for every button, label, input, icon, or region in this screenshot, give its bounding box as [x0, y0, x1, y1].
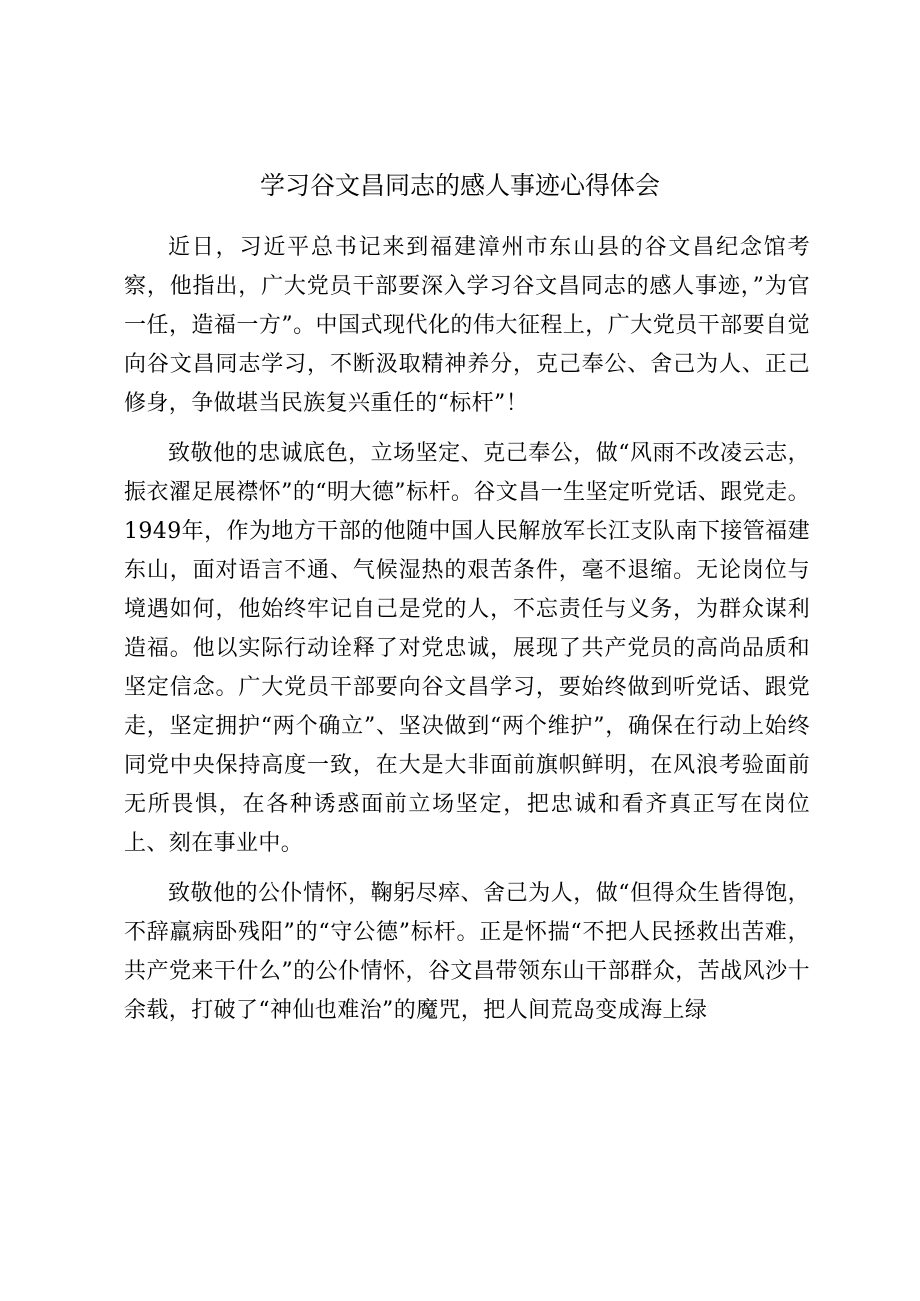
- document-body: [124, 228, 810, 1041]
- paragraph-intro: 近日，习近平总书记来到福建漳州市东山县的谷文昌纪念馆考察，他指出，广大党员干部要深入学习谷文昌同志的感人事迹，”为官一任，造福一方”。中国式现代化的伟大征程上，广大党员干部要自觉向谷文昌同志学习，不断汲取精神养分，克己奉公、舍己为人、正己修身，争做堪当民族复兴重任的“标杆”！: [124, 235, 810, 416]
- paragraph-loyalty: 致敬他的忠诚底色，立场坚定、克己奉公，做“风雨不改凌云志，振衣濯足展襟怀”的“明大德”标杆。谷文昌一生坚定听党话、跟党走。1949年，作为地方干部的他随中国人民解放军长江支队南下接管福建东山，面对语言不通、气候湿热的艰苦条件，毫不退缩。无论岗位与境遇如何，他始终牢记自己是党的人，不忘责任与义务，为群众谋利造福。他以实际行动诠释了对党忠诚，展现了共产党员的高尚品质和坚定信念。广大党员干部要向谷文昌学习，要始终做到听党话、跟党走，坚定拥护“两个确立”、坚决做到“两个维护”，确保在行动上始终同党中央保持高度一致，在大是大非面前旗帜鲜明，在风浪考验面前无所畏惧，在各种诱惑面前立场坚定，把忠诚和看齐真正写在岗位上、刻在事业中。: [124, 441, 810, 856]
- document-title: 学习谷文昌同志的感人事迹心得体会: [259, 171, 660, 200]
- paragraph-public-servant: 致敬他的公仆情怀，鞠躬尽瘁、舍己为人，做“但得众生皆得饱，不辞羸病卧残阳”的“守公德”标杆。正是怀揣“不把人民拯救出苦难，共产党来干什么”的公仆情怀，谷文昌带领东山干部群众，苦战风沙十余载，打破了“神仙也难治”的魔咒，把人间荒岛变成海上绿: [124, 881, 810, 1023]
